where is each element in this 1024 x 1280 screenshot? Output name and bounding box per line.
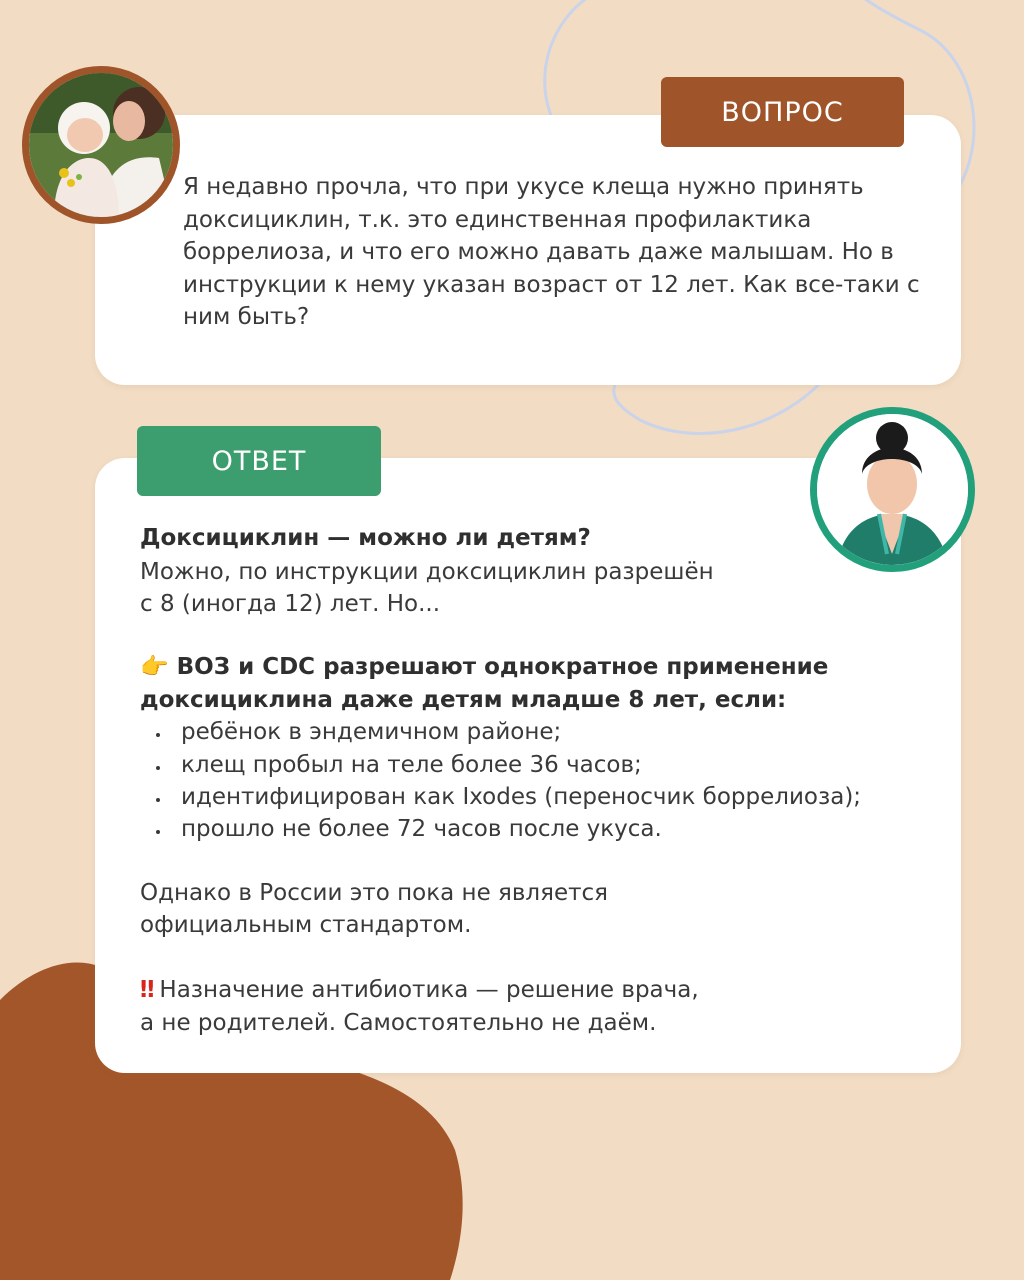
condition-item: идентифицирован как Ixodes (переносчик боррелиоза); [181, 784, 862, 810]
question-tag: ВОПРОС [661, 77, 904, 147]
russia-line2: официальным стандартом. [140, 912, 472, 938]
bullet-dot [156, 766, 160, 770]
pointing-hand-icon: 👉 [140, 654, 169, 680]
double-exclamation-icon: ‼ [140, 977, 152, 1003]
warning-text1: Назначение антибиотика — решение врача, [159, 977, 699, 1003]
answer-intro-line1: Можно, по инструкции доксициклин разрешён [140, 559, 714, 585]
condition-item: прошло не более 72 часов после укуса. [181, 816, 662, 842]
answer-tag: ОТВЕТ [137, 426, 381, 496]
question-text: Я недавно прочла, что при укусе клеща нужно принять доксициклин, т.к. это единственная профилактика боррелиоза, и что его можно давать даже малышам. Но в инструкции к нему указан возраст от 12 лет. Как все-таки с ним быть? [183, 174, 920, 330]
mother-child-photo [29, 73, 173, 217]
russia-line1: Однако в России это пока не является [140, 880, 608, 906]
who-cdc-line1 [140, 651, 828, 683]
mother-avatar [22, 66, 180, 224]
who-cdc-text1: ВОЗ и CDC разрешают однократное применение [176, 654, 829, 680]
answer-intro-line2: с 8 (иногда 12) лет. Но... [140, 591, 441, 617]
bullet-dot [156, 830, 160, 834]
condition-item: ребёнок в эндемичном районе; [181, 719, 562, 745]
bullet-dot [156, 798, 160, 802]
who-cdc-line2: доксициклина даже детям младше 8 лет, если: [140, 687, 787, 713]
answer-heading: Доксициклин — можно ли детям? [140, 525, 591, 551]
condition-item: клещ пробыл на теле более 36 часов; [181, 752, 642, 778]
warning-line2: а не родителей. Самостоятельно не даём. [140, 1010, 657, 1036]
doctor-photo [817, 414, 968, 565]
doctor-avatar [810, 407, 975, 572]
warning-line1 [140, 974, 699, 1006]
bullet-dot [156, 733, 160, 737]
